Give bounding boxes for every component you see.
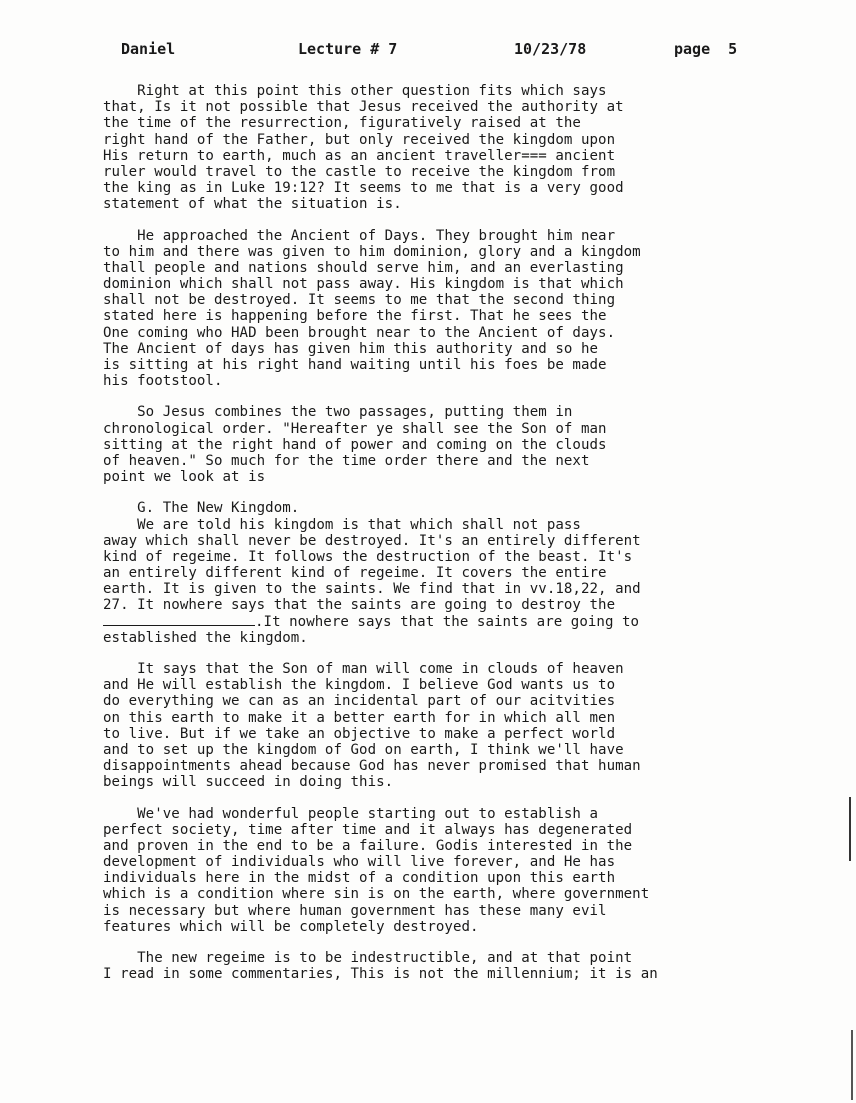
text-line: His return to earth, much as an ancient traveller=== ancient [103,147,616,164]
margin-mark [849,797,851,861]
text-line: and to set up the kingdom of God on earth, I think we'll have [103,741,624,758]
paragraph [103,661,803,791]
paragraph [103,83,803,213]
text-line: We've had wonderful people starting out to establish a [103,805,599,822]
text-line: right hand of the Father, but only received the kingdom upon [103,131,616,148]
text-line: 27. It nowhere says that the saints are going to destroy the [103,597,616,614]
text-line: chronological order. "Hereafter ye shall see the Son of man [103,420,607,437]
text-line: dominion which shall not pass away. His kingdom is that which [103,276,624,293]
text-line: The Ancient of days has given him this authority and so he [103,340,599,357]
text-line: It says that the Son of man will come in clouds of heaven [103,661,624,677]
margin-mark [851,1030,853,1100]
paragraph [103,228,803,390]
text-line: and proven in the end to be a failure. Godis interested in the [103,837,633,854]
text-line: on this earth to make it a better earth for in which all men [103,709,616,726]
text-line: shall not be destroyed. It seems to me that the second thing [103,292,616,309]
header-date: 10/23/78 [514,40,587,58]
text-line: his footstool. [103,373,223,390]
text-line: is sitting at his right hand waiting until his foes be made [103,357,607,373]
text-line: features which will be completely destroyed. [103,918,479,935]
text-line: The new regeime is to be indestructible, and at that point [103,950,633,966]
text-line: Right at this point this other question fits which says [103,83,607,99]
text-line: to him and there was given to him dominion, glory and a kingdom [103,243,641,260]
text-line: which is a condition where sin is on the earth, where government [103,886,650,903]
text-line: stated here is happening before the first. That he sees the [103,308,607,325]
text-line: sitting at the right hand of power and coming on the clouds [103,436,607,453]
text-line: point we look at is [103,469,266,486]
text-line [103,614,803,630]
text-line: He approached the Ancient of Days. They brought him near [103,227,616,244]
text-line: thall people and nations should serve him, and an everlasting [103,259,624,276]
document-body [103,83,803,982]
fill-in-blank [103,614,255,626]
text-line: the king as in Luke 19:12? It seems to me that is a very good [103,180,624,197]
text-line: the time of the resurrection, figuratively raised at the [103,115,581,132]
text-line: do everything we can as an incidental part of our acitvities [103,693,616,710]
text-line: established the kingdom. [103,629,308,646]
text-line: of heaven." So much for the time order there and the next [103,452,590,469]
header-page-number: page 5 [674,40,738,58]
text-line: perfect society, time after time and it always has degenerated [103,821,633,838]
text-line: So Jesus combines the two passages, putting them in [103,404,573,421]
text-line: One coming who HAD been brought near to the Ancient of days. [103,324,616,341]
header-lecture-number: Lecture # 7 [298,40,398,58]
paragraph [103,806,803,936]
text-line: statement of what the situation is. [103,196,402,213]
page-header [0,40,856,62]
text-line: to live. But if we take an objective to make a perfect world [103,725,616,742]
text-line: beings will succeed in doing this. [103,774,394,791]
section-heading: G. The New Kingdom. [103,500,300,517]
paragraph [103,404,803,485]
text-line: ruler would travel to the castle to receive the kingdom from [103,163,616,180]
paragraph [103,500,803,646]
header-course-name: Daniel [121,40,176,58]
text-line: and He will establish the kingdom. I believe God wants us to [103,677,616,694]
text-line: is necessary but where human government has these many evil [103,902,607,919]
text-line: an entirely different kind of regeime. It covers the entire [103,565,607,582]
text-line: kind of regeime. It follows the destruction of the beast. It's [103,548,633,565]
text-line: development of individuals who will live forever, and He has [103,854,616,871]
text-line: I read in some commentaries, This is not the millennium; it is an [103,966,658,983]
text-line: earth. It is given to the saints. We find that in vv.18,22, and [103,581,641,598]
paragraph [103,950,803,982]
text-line: that, Is it not possible that Jesus received the authority at [103,99,624,116]
text-line: individuals here in the midst of a condition upon this earth [103,870,616,887]
text-line: away which shall never be destroyed. It's an entirely different [103,532,641,549]
blank-line-text: .It nowhere says that the saints are going to [255,613,640,630]
text-line: We are told his kingdom is that which shall not pass [103,516,581,533]
text-line: disappointments ahead because God has never promised that human [103,758,641,775]
